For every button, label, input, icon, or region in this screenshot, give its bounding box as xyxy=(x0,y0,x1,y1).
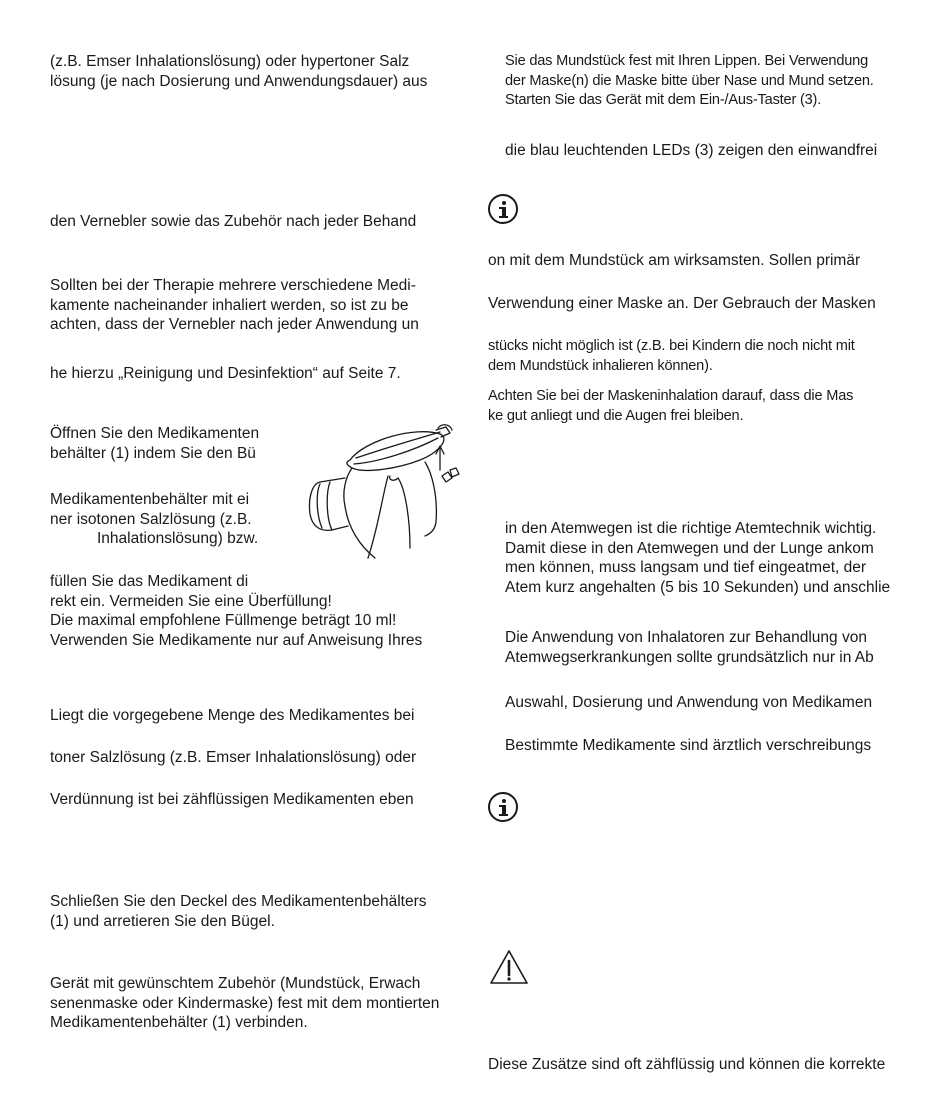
info-icon xyxy=(488,194,518,224)
paragraph: (z.B. Emser Inhalationslösung) oder hypertoner Salz lösung (je nach Dosierung und Anwendungsdauer) aus xyxy=(50,53,428,90)
paragraph: Verdünnung ist bei zähflüssigen Medikamenten eben xyxy=(50,791,414,808)
paragraph: Diese Zusätze sind oft zähflüssig und können die korrekte xyxy=(488,1056,886,1073)
paragraph: toner Salzlösung (z.B. Emser Inhalationslösung) oder xyxy=(50,749,417,766)
paragraph: on mit dem Mundstück am wirksamsten. Sollen primär xyxy=(488,252,861,269)
paragraph: Bestimmte Medikamente sind ärztlich verschreibungs xyxy=(505,737,872,754)
paragraph: stücks nicht möglich ist (z.B. bei Kindern die noch nicht mit dem Mundstück inhalieren können). xyxy=(488,338,855,374)
paragraph: he hierzu „Reinigung und Desinfektion“ auf Seite 7. xyxy=(50,365,401,382)
paragraph: füllen Sie das Medikament di rekt ein. Vermeiden Sie eine Überfüllung! Die maximal empfohlene Füllmenge beträgt 10 ml! Verwenden Sie Medikamente nur auf Anweisung Ihres xyxy=(50,573,423,649)
paragraph: Verwendung einer Maske an. Der Gebrauch der Masken xyxy=(488,295,876,312)
paragraph: die blau leuchtenden LEDs (3) zeigen den einwandfrei xyxy=(505,142,878,159)
info-icon xyxy=(488,792,518,822)
paragraph: Sollten bei der Therapie mehrere verschiedene Medi- kamente nacheinander inhaliert werden, so ist zu be achten, dass der Vernebler nach jeder Anwendung un xyxy=(50,277,419,334)
paragraph: Sie das Mundstück fest mit Ihren Lippen. Bei Verwendung der Maske(n) die Maske bitte über Nase und Mund setzen. Starten Sie das Gerät mit dem Ein-/Aus-Taster (3). xyxy=(505,53,874,109)
paragraph: Auswahl, Dosierung und Anwendung von Medikamen xyxy=(505,694,873,711)
paragraph: Medikamentenbehälter mit ei ner isotonen Salzlösung (z.B. Inhalationslösung) bzw. xyxy=(50,491,259,548)
medication-container-illustration xyxy=(290,418,465,563)
paragraph: Öffnen Sie den Medikamenten behälter (1) indem Sie den Bü xyxy=(50,425,260,462)
paragraph: in den Atemwegen ist die richtige Atemtechnik wichtig. Damit diese in den Atemwegen und der Lunge ankom men können, muss langsam und tief eingeatmet, der Atem kurz angehalten (5 bis 10 Sekunden) und anschlie xyxy=(505,520,891,596)
warning-icon xyxy=(488,948,530,986)
paragraph: den Vernebler sowie das Zubehör nach jeder Behand xyxy=(50,213,417,230)
paragraph: Die Anwendung von Inhalatoren zur Behandlung von Atemwegserkrankungen sollte grundsätzlich nur in Ab xyxy=(505,629,874,666)
paragraph: Gerät mit gewünschtem Zubehör (Mundstück, Erwach senenmaske oder Kindermaske) fest mit dem montierten Medikamentenbehälter (1) verbinden. xyxy=(50,975,440,1032)
paragraph: Achten Sie bei der Maskeninhalation darauf, dass die Mas ke gut anliegt und die Augen frei bleiben. xyxy=(488,388,854,424)
paragraph: Schließen Sie den Deckel des Medikamentenbehälters (1) und arretieren Sie den Bügel. xyxy=(50,893,427,930)
paragraph: Liegt die vorgegebene Menge des Medikamentes bei xyxy=(50,707,415,724)
